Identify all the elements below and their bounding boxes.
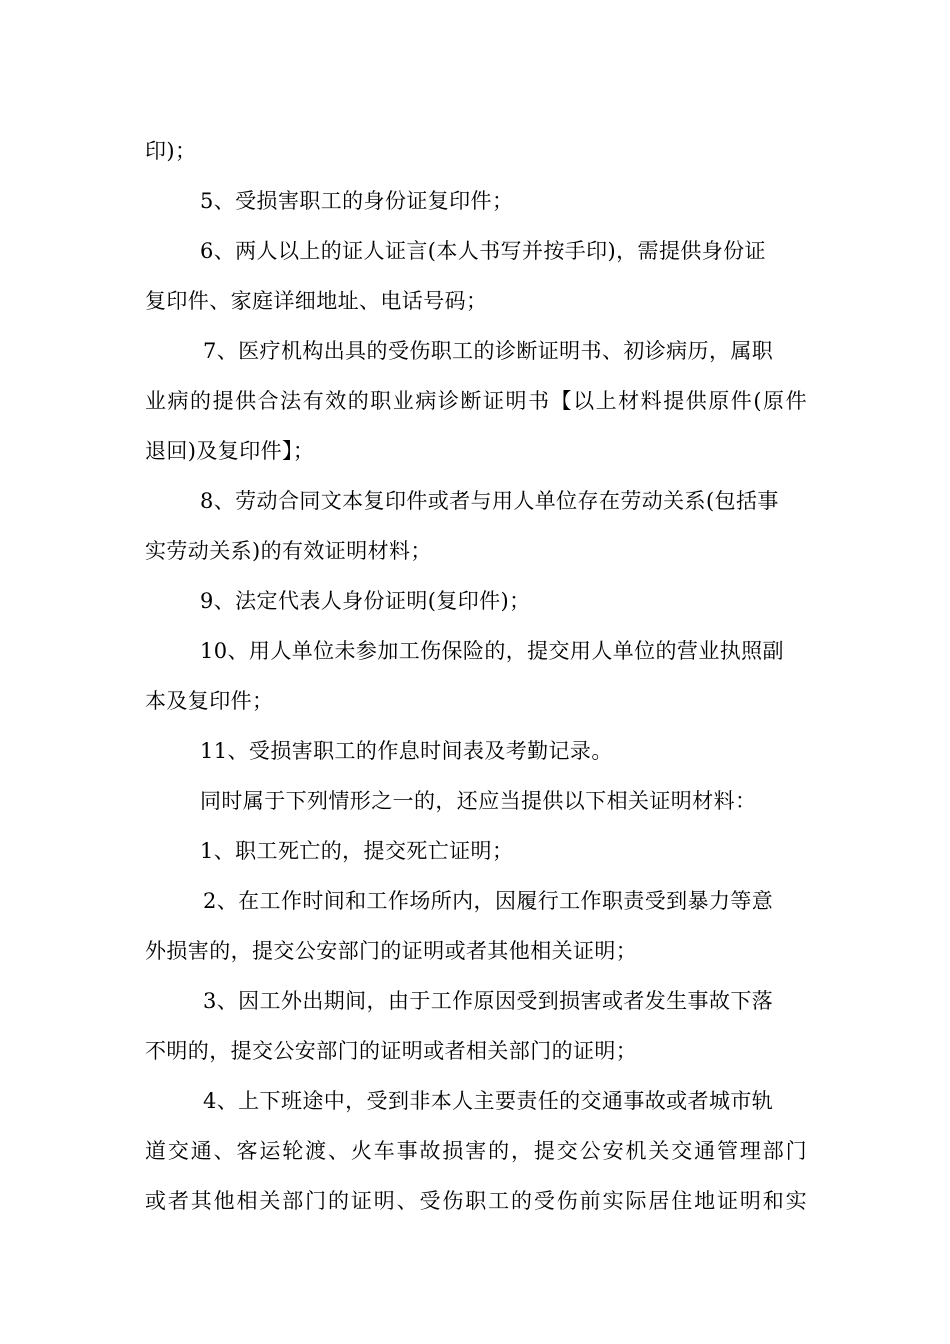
list-item-5: 5、受损害职工的身份证复印件； — [200, 189, 514, 213]
text-line: 不明的，提交公安部门的证明或者相关部门的证明； — [145, 1039, 638, 1063]
text-line: 业病的提供合法有效的职业病诊断证明书【以上材料提供原件(原件 — [145, 389, 807, 413]
list-item-4: 4、上下班途中，受到非本人主要责任的交通事故或者城市轨 — [203, 1089, 774, 1113]
list-item-1: 1、职工死亡的，提交死亡证明； — [200, 839, 514, 863]
list-item-9: 9、法定代表人身份证明(复印件)； — [200, 589, 531, 613]
text-line: 或者其他相关部门的证明、受伤职工的受伤前实际居住地证明和实 — [145, 1189, 807, 1213]
list-item-10: 10、用人单位未参加工伤保险的，提交用人单位的营业执照副 — [200, 639, 784, 663]
list-item-6: 6、两人以上的证人证言(本人书写并按手印)，需提供身份证 — [200, 239, 766, 263]
text-line: 本及复印件； — [145, 689, 274, 713]
text-line: 实劳动关系)的有效证明材料； — [145, 539, 432, 563]
text-line: 复印件、家庭详细地址、电话号码； — [145, 289, 488, 313]
text-line: 印)； — [145, 139, 197, 163]
list-item-7: 7、医疗机构出具的受伤职工的诊断证明书、初诊病历，属职 — [203, 339, 774, 363]
text-line: 外损害的，提交公安部门的证明或者其他相关证明； — [145, 939, 638, 963]
section-intro: 同时属于下列情形之一的，还应当提供以下相关证明材料： — [200, 789, 757, 813]
list-item-2: 2、在工作时间和工作场所内，因履行工作职责受到暴力等意 — [203, 889, 774, 913]
list-item-3: 3、因工外出期间，由于工作原因受到损害或者发生事故下落 — [203, 989, 774, 1013]
text-line: 退回)及复印件】； — [145, 439, 315, 463]
list-item-11: 11、受损害职工的作息时间表及考勤记录。 — [200, 739, 613, 763]
text-line: 道交通、客运轮渡、火车事故损害的，提交公安机关交通管理部门 — [145, 1139, 807, 1163]
list-item-8: 8、劳动合同文本复印件或者与用人单位存在劳动关系(包括事 — [200, 489, 779, 513]
